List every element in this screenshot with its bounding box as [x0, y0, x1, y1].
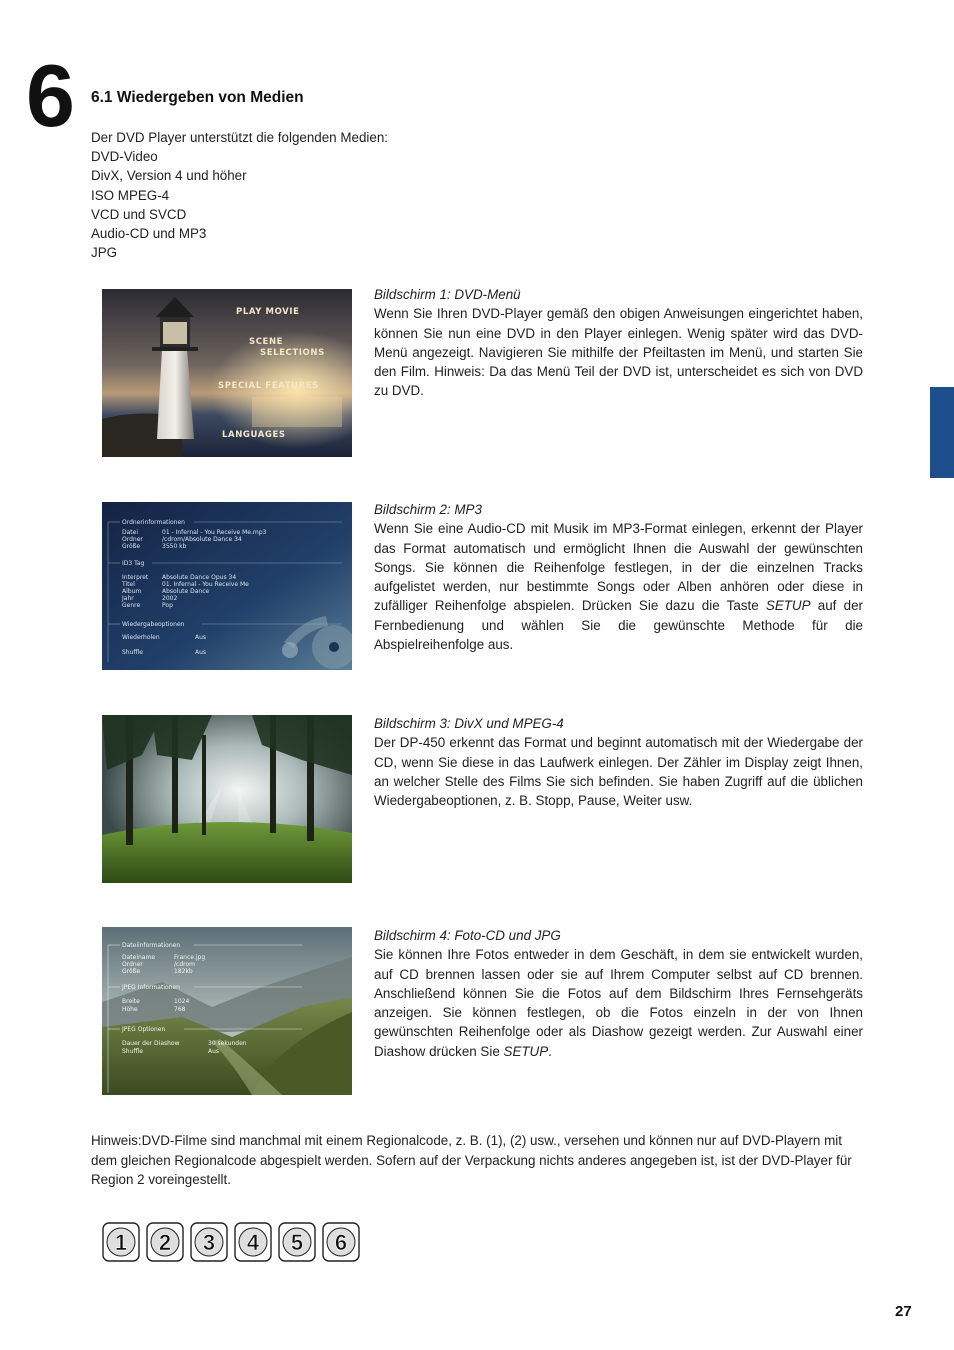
screen-3-caption: Bildschirm 3: DivX und MPEG-4: [374, 716, 564, 731]
file-label: Größe: [122, 968, 141, 975]
id3-value: 2002: [162, 595, 178, 602]
folder-label: Größe: [122, 543, 141, 550]
section-title: 6.1 Wiedergeben von Medien: [91, 89, 304, 106]
options-label: Shuffle: [122, 1048, 143, 1055]
id3-value: 01. Infernal - You Receive Me: [162, 581, 249, 588]
menu-item-selections: SELECTIONS: [260, 348, 325, 358]
folder-label: Ordner: [122, 536, 143, 543]
screen-2-text: Wenn Sie eine Audio-CD mit Musik im MP3-Format einlegen, erkennt der Player das Format automatisch und ermöglicht Ihnen die Auswahl der gewünschten Songs. Sie können die Reihenfolge festlegen, in der die einzelnen Tracks aufgelistet werden, nur bestimmte Songs oder Alben anhören oder diese in zufälliger Reihenfolge abspielen. Drücken Sie dazu die Taste: [374, 521, 863, 614]
screen-2-caption: Bildschirm 2: MP3: [374, 502, 482, 517]
media-item: VCD und SVCD: [91, 206, 187, 222]
file-value: /cdrom: [174, 961, 195, 968]
chapter-number: 6: [26, 46, 75, 145]
region-3-icon: [190, 1222, 228, 1262]
id3-value: Pop: [162, 602, 173, 609]
id3-label: Interpret: [122, 574, 149, 581]
playback-header: Wiedergabeoptionen: [122, 621, 185, 628]
svg-text:6: 6: [334, 1230, 348, 1255]
file-label: Ordner: [122, 961, 143, 968]
svg-text:4: 4: [246, 1230, 260, 1255]
svg-text:5: 5: [290, 1230, 304, 1255]
menu-item-special-features: SPECIAL FEATURES: [218, 381, 319, 391]
svg-text:3: 3: [202, 1230, 216, 1255]
intro-block: [91, 128, 591, 262]
folder-value: 01 - Infernal - You Receive Me.mp3: [162, 529, 267, 536]
screen-3-text: Der DP-450 erkennt das Format und beginnt automatisch mit der Wiedergabe der CD, wenn Sie diese in das Laufwerk einlegen. Der Zähler im Display zeigt Ihnen, an welcher Stelle des Films Sie sich befinden. Sie haben Zugriff auf die üblichen Wiedergabeoptionen, z. B. Stopp, Pause, Weiter usw.: [374, 735, 863, 809]
screen-1-caption: Bildschirm 1: DVD-Menü: [374, 287, 521, 302]
folder-value: /cdrom/Absolute Dance 34: [162, 536, 242, 543]
file-info-header: Dateiinformationen: [122, 942, 181, 949]
screen-4-text: Sie können Ihre Fotos entweder in dem Geschäft, in dem sie entwickelt wurden, auf CD brennen lassen oder sie auf Ihrem Computer selbst auf CD brennen. Anschließend können Sie die Fotos auf dem Bildschirm Ihres Fernsehgeräts anzeigen. Sie können festlegen, ob die Fotos einzeln in der von Ihnen gewünschten Reihenfolge oder als Diashow gezeigt werden. Zur Auswahl einer Diashow drücken Sie: [374, 947, 863, 1059]
menu-item-scene: SCENE: [249, 337, 284, 347]
id3-value: Absolute Dance: [162, 588, 210, 595]
region-2-icon: [146, 1222, 184, 1262]
folder-value: 3550 kb: [162, 543, 187, 550]
playback-label: Wiederholen: [122, 634, 160, 641]
screen-2-description: [374, 500, 863, 654]
setup-key-label: SETUP: [503, 1043, 549, 1059]
media-item: DivX, Version 4 und höher: [91, 168, 247, 184]
jpg-screenshot: [102, 927, 352, 1095]
screen-1-text: Wenn Sie Ihren DVD-Player gemäß den obigen Anweisungen eingerichtet haben, können Sie nun eine DVD in den Player einlegen. Wenig später wird das DVD-Menü angezeigt. Navigieren Sie mithilfe der Pfeiltasten im Menü, und starten Sie den Film. Hinweis: Da das Menü Teil der DVD ist, unterscheidet es sich von DVD zu DVD.: [374, 306, 863, 399]
jpeg-info-header: JPEG Informationen: [122, 984, 180, 991]
options-value: 30 sekunden: [208, 1040, 247, 1047]
screen-4-description: [374, 926, 863, 1061]
jpeg-value: 1024: [174, 998, 190, 1005]
svg-text:2: 2: [158, 1230, 172, 1255]
screen-3-description: [374, 714, 863, 810]
divx-screenshot: [102, 715, 352, 883]
media-item: ISO MPEG-4: [91, 187, 170, 203]
menu-item-play-movie: PLAY MOVIE: [236, 307, 300, 317]
file-label: Dateiname: [122, 954, 156, 961]
menu-item-languages: LANGUAGES: [222, 430, 286, 440]
region-5-icon: [278, 1222, 316, 1262]
media-item: DVD-Video: [91, 149, 158, 165]
file-value: France.jpg: [174, 954, 206, 961]
setup-key-label: SETUP: [765, 598, 811, 614]
region-1-icon: [102, 1222, 140, 1262]
intro-lead: Der DVD Player unterstützt die folgenden Medien:: [91, 130, 388, 145]
dvd-menu-screenshot: [102, 289, 352, 457]
file-value: 182kb: [174, 968, 193, 975]
screen-4-caption: Bildschirm 4: Foto-CD und JPG: [374, 928, 561, 943]
screen-4-text-end: .: [548, 1043, 552, 1059]
id3-label: Genre: [122, 602, 141, 609]
options-value: Aus: [208, 1048, 220, 1055]
mp3-screenshot: [102, 502, 352, 670]
chapter-side-tab: [930, 387, 954, 478]
page-number: 27: [895, 1303, 912, 1320]
jpeg-options-header: JPEG Optionen: [122, 1026, 166, 1033]
region-code-note: Hinweis:DVD-Filme sind manchmal mit einem Regionalcode, z. B. (1), (2) usw., versehen und können nur auf DVD-Playern mit dem gleichen Regionalcode abgespielt werden. Sofern auf der Verpackung nichts anderes angegeben ist, ist der DVD-Player für Region 2 voreingestellt.: [91, 1133, 852, 1188]
playback-value: Aus: [195, 634, 207, 641]
jpeg-label: Höhe: [122, 1006, 138, 1013]
screen-2-text-end: auf der Fernbedienung und wählen Sie die gewünschte Methode für die Abspielreihenfolge aus.: [374, 598, 863, 653]
id3-value: Absolute Dance Opus 34: [162, 574, 237, 581]
id3-label: Titel: [122, 581, 135, 588]
region-6-icon: [322, 1222, 360, 1262]
playback-label: Shuffle: [122, 649, 143, 656]
media-item: JPG: [91, 245, 118, 261]
screen-1-description: [374, 285, 863, 401]
id3-label: Album: [122, 588, 142, 595]
folder-info-header: Ordnerinformationen: [122, 519, 185, 526]
jpeg-label: Breite: [122, 998, 140, 1005]
id3-label: Jahr: [122, 595, 134, 602]
jpeg-value: 768: [174, 1006, 186, 1013]
playback-value: Aus: [195, 649, 207, 656]
region-4-icon: [234, 1222, 272, 1262]
options-label: Dauer der Diashow: [122, 1040, 180, 1047]
folder-label: Datei: [122, 529, 139, 536]
media-item: Audio-CD und MP3: [91, 226, 207, 242]
id3-header: ID3 Tag: [122, 560, 145, 567]
svg-text:1: 1: [114, 1230, 128, 1255]
region-code-icons: [102, 1222, 360, 1262]
